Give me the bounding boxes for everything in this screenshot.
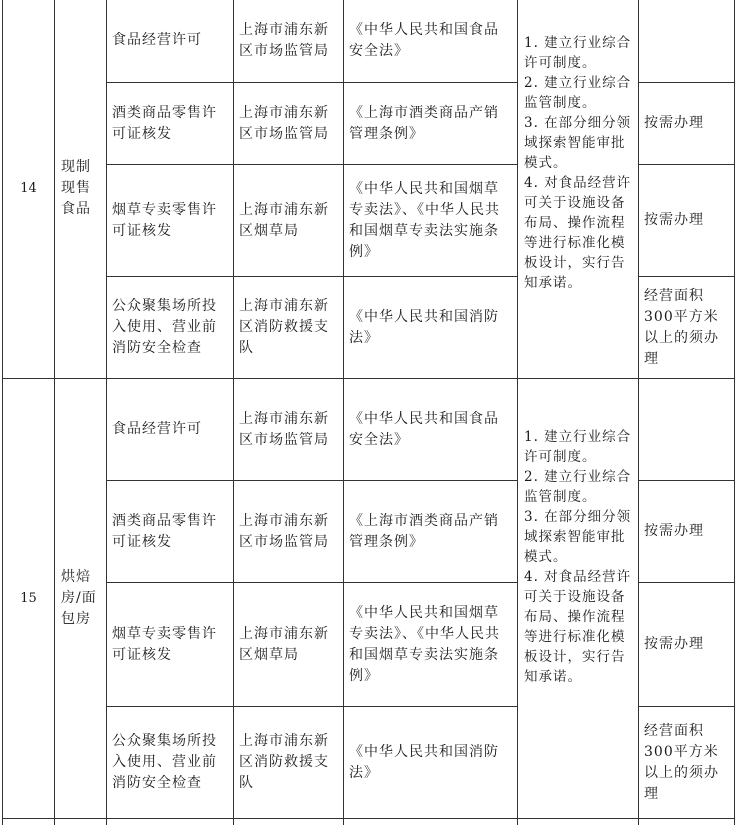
table-cell	[518, 819, 639, 826]
note: 经营面积300平方米以上的须办理	[639, 707, 735, 819]
table-row	[3, 0, 735, 83]
permit-table	[2, 0, 735, 825]
issuing-authority: 上海市浦东新区市场监管局	[234, 83, 344, 165]
note	[639, 379, 735, 481]
row-number: 15	[3, 379, 55, 819]
legal-basis: 《中华人民共和国消防法》	[344, 277, 518, 379]
issuing-authority: 上海市浦东新区消防救援支队	[234, 707, 344, 819]
issuing-authority: 上海市浦东新区市场监管局	[234, 379, 344, 481]
permit-item: 酒类商品零售许可证核发	[107, 83, 234, 165]
legal-basis: 《上海市酒类商品产销管理条例》	[344, 83, 518, 165]
permit-item: 公众聚集场所投入使用、营业前消防安全检查	[107, 707, 234, 819]
industry-category: 烘焙房/面包房	[55, 379, 107, 819]
permit-item: 酒类商品零售许可证核发	[107, 481, 234, 583]
legal-basis: 《中华人民共和国食品安全法》	[344, 379, 518, 481]
permit-item: 公众聚集场所投入使用、营业前消防安全检查	[107, 277, 234, 379]
table-cell	[234, 819, 344, 826]
permit-item: 烟草专卖零售许可证核发	[107, 583, 234, 707]
issuing-authority: 上海市浦东新区烟草局	[234, 583, 344, 707]
table-cell	[639, 819, 735, 826]
permit-item: 食品经营许可	[107, 0, 234, 83]
reform-measures: 1. 建立行业综合许可制度。 2. 建立行业综合监管制度。 3. 在部分细分领域探索智能审批模式。 4. 对食品经营许可关于设施设备布局、操作流程等进行标准化模板设计，实行告知承诺。	[518, 0, 639, 379]
row-number: 14	[3, 0, 55, 379]
note: 按需办理	[639, 583, 735, 707]
note: 经营面积300平方米以上的须办理	[639, 277, 735, 379]
table-cell	[3, 819, 55, 826]
table-row-continuation	[3, 819, 735, 826]
industry-category: 现制现售食品	[55, 0, 107, 379]
permit-item: 烟草专卖零售许可证核发	[107, 165, 234, 277]
table-cell	[344, 819, 518, 826]
issuing-authority: 上海市浦东新区市场监管局	[234, 0, 344, 83]
table-row	[3, 379, 735, 481]
note	[639, 0, 735, 83]
note: 按需办理	[639, 83, 735, 165]
issuing-authority: 上海市浦东新区市场监管局	[234, 481, 344, 583]
legal-basis: 《中华人民共和国烟草专卖法》、《中华人民共和国烟草专卖法实施条例》	[344, 165, 518, 277]
legal-basis: 《上海市酒类商品产销管理条例》	[344, 481, 518, 583]
note: 按需办理	[639, 165, 735, 277]
legal-basis: 《中华人民共和国食品安全法》	[344, 0, 518, 83]
reform-measures: 1. 建立行业综合许可制度。 2. 建立行业综合监管制度。 3. 在部分细分领域探索智能审批模式。 4. 对食品经营许可关于设施设备布局、操作流程等进行标准化模板设计，实行告知承诺。	[518, 379, 639, 819]
table-cell	[55, 819, 107, 826]
legal-basis: 《中华人民共和国消防法》	[344, 707, 518, 819]
issuing-authority: 上海市浦东新区消防救援支队	[234, 277, 344, 379]
table-cell	[107, 819, 234, 826]
note: 按需办理	[639, 481, 735, 583]
issuing-authority: 上海市浦东新区烟草局	[234, 165, 344, 277]
permit-item: 食品经营许可	[107, 379, 234, 481]
legal-basis: 《中华人民共和国烟草专卖法》、《中华人民共和国烟草专卖法实施条例》	[344, 583, 518, 707]
